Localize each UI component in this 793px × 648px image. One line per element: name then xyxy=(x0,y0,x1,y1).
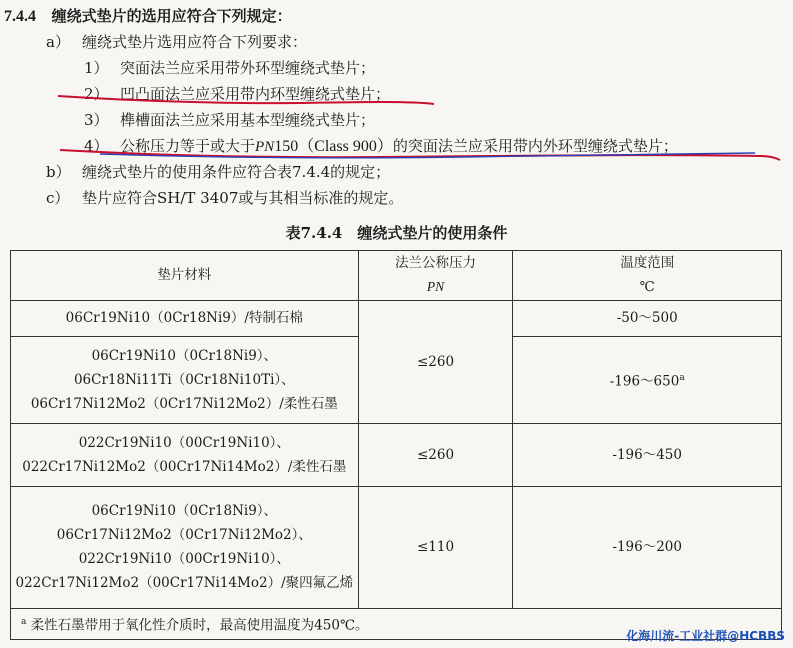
clause-title: 缠绕式垫片的选用应符合下列规定： xyxy=(51,7,292,25)
temperature-cell: -196～200 xyxy=(513,487,782,609)
header-pressure: 法兰公称压力 PN xyxy=(358,251,513,301)
header-material: 垫片材料 xyxy=(11,251,359,301)
table-header-row xyxy=(11,251,782,301)
item-text: 缠绕式垫片选用应符合下列要求： xyxy=(82,33,308,51)
item-label: 2） xyxy=(84,85,109,103)
material-cell: 06Cr19Ni10（0Cr18Ni9）、 06Cr18Ni11Ti（0Cr18Ni10Ti）、 06Cr17Ni12Mo2（0Cr17Ni12Mo2）/柔性石墨 xyxy=(11,337,359,424)
red-underline-item-4 xyxy=(60,150,780,160)
watermark: 化海川流-工业社群@HCBBS xyxy=(626,629,785,643)
item-label: c） xyxy=(46,189,70,207)
item-label: 4） xyxy=(84,137,109,155)
pressure-cell: ≤110 xyxy=(358,487,513,609)
item-text: 突面法兰应采用带外环型缠绕式垫片； xyxy=(120,59,376,77)
pressure-cell: ≤260 xyxy=(358,424,513,487)
item-label: b） xyxy=(46,163,71,181)
material-cell: 06Cr19Ni10（0Cr18Ni9）/特制石棉 xyxy=(11,300,359,336)
temperature-cell: -50～500 xyxy=(513,300,782,336)
item-text: 缠绕式垫片的使用条件应符合表7.4.4的规定； xyxy=(82,163,391,181)
item-text: 垫片应符合SH/T 3407或与其相当标准的规定。 xyxy=(82,189,404,207)
header-temperature: 温度范围 ℃ xyxy=(513,251,782,301)
item-label: 3） xyxy=(84,111,109,129)
material-cell: 022Cr19Ni10（00Cr19Ni10）、 022Cr17Ni12Mo2（00Cr17Ni14Mo2）/柔性石墨 xyxy=(11,424,359,487)
item-label: a） xyxy=(46,33,70,51)
pressure-cell: ≤260 xyxy=(358,300,513,424)
footnote-mark: a xyxy=(21,617,27,628)
handwritten-underline-annotations xyxy=(0,0,793,250)
table-footnote: $^a$ 柔性石墨带用于氧化性介质时，最高使用温度为450℃。 xyxy=(11,608,782,639)
clause-number: 7.4.4 xyxy=(4,8,36,25)
material-cell: 06Cr19Ni10（0Cr18Ni9）、 06Cr17Ni12Mo2（0Cr17Ni12Mo2）、 022Cr19Ni10（00Cr19Ni10）、 022Cr17Ni12Mo2（00Cr17Ni14Mo2）/聚四氟乙烯 xyxy=(11,487,359,609)
table-caption: 表7.4.4 缠绕式垫片的使用条件 xyxy=(285,224,508,242)
temperature-cell: -196～650$^a$ xyxy=(513,337,782,424)
table-row xyxy=(11,300,782,336)
pn-symbol: PN xyxy=(255,139,275,155)
item-text: 凹凸面法兰应采用带内环型缠绕式垫片； xyxy=(120,85,391,103)
item-text-suffix: 的突面法兰应采用带内外环型缠绕式垫片； xyxy=(392,137,678,155)
table-row xyxy=(11,424,782,487)
temperature-cell: -196～450 xyxy=(513,424,782,487)
item-text: 榫槽面法兰应采用基本型缠绕式垫片； xyxy=(120,111,376,129)
pn-value: 150（Class 900） xyxy=(274,138,393,155)
item-text-prefix: 公称压力等于或大于 xyxy=(120,137,256,155)
footnote-mark: a xyxy=(679,373,685,384)
item-label: 1） xyxy=(84,59,109,77)
red-underline-item-2 xyxy=(58,96,434,104)
table-row xyxy=(11,487,782,609)
gasket-conditions-table xyxy=(10,250,782,640)
